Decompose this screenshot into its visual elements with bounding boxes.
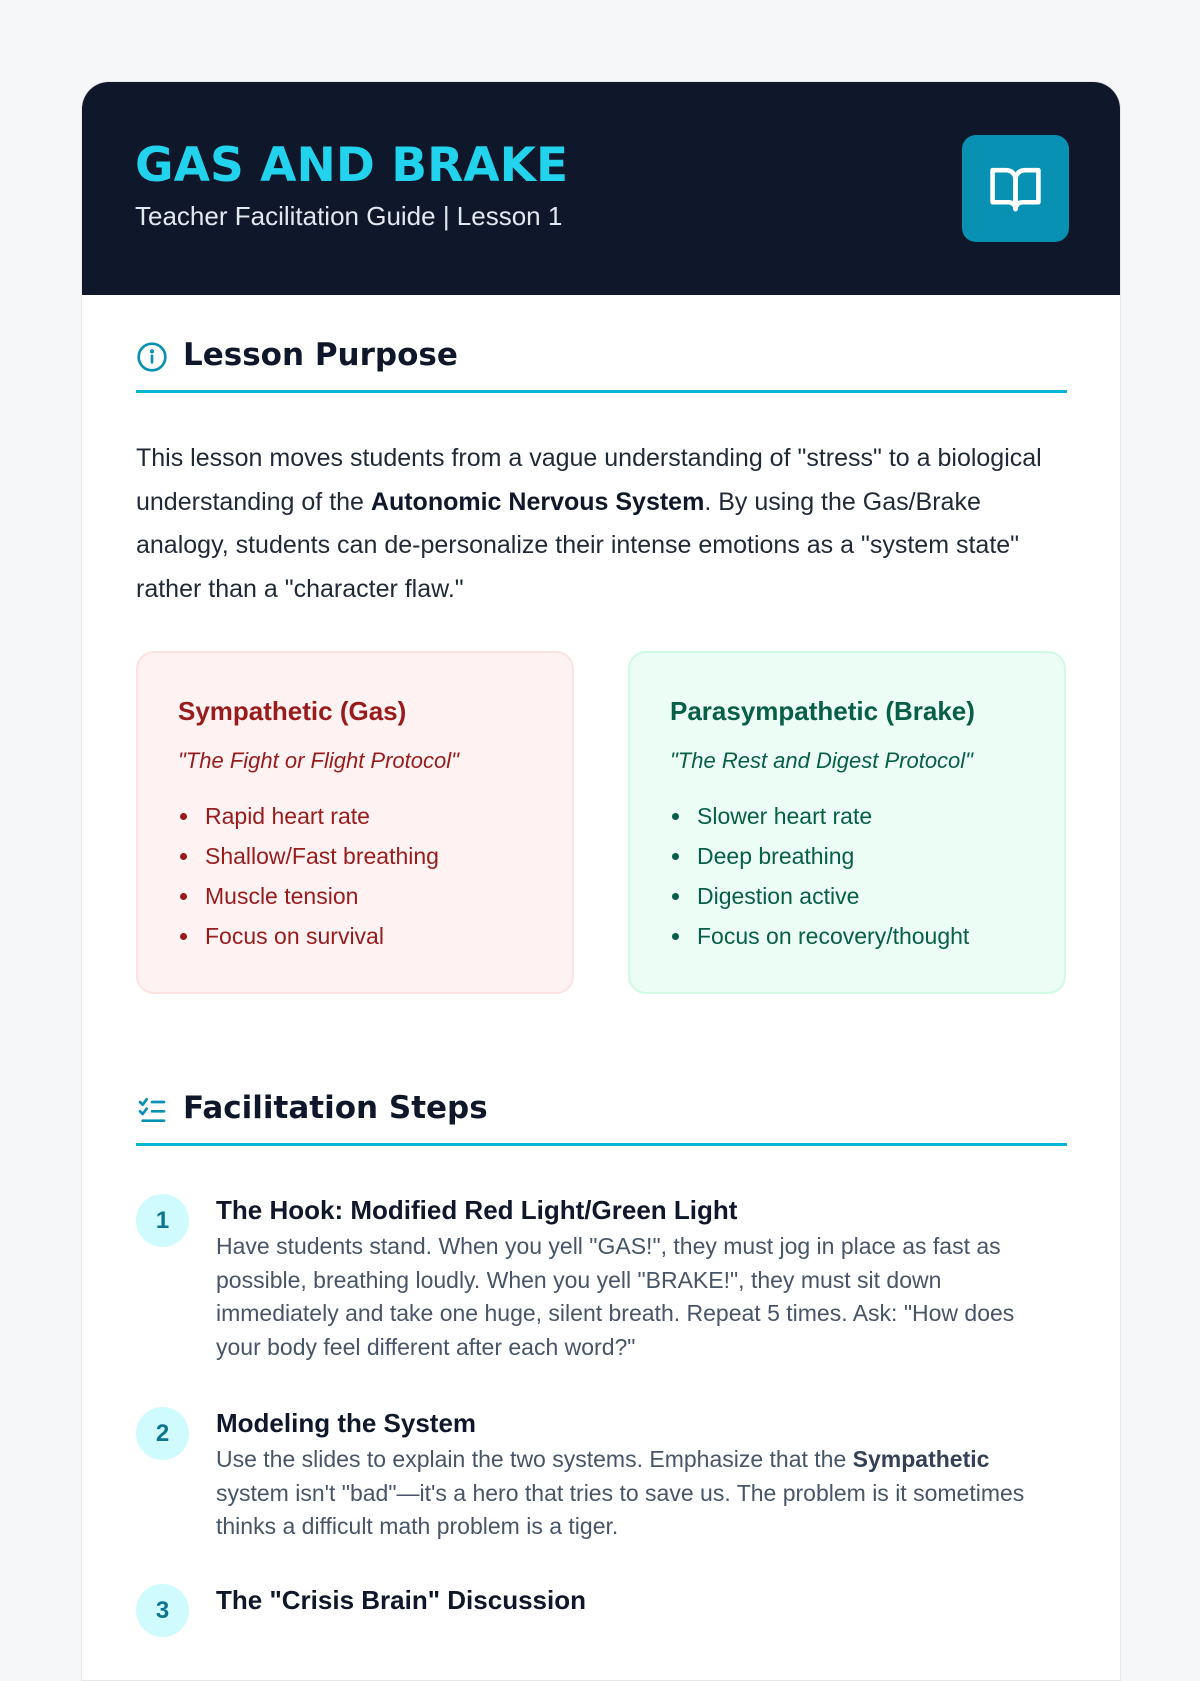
step-title: Modeling the System (216, 1408, 477, 1438)
book-icon-button[interactable] (962, 135, 1069, 242)
lesson-purpose-text: This lesson moves students from a vague understanding of "stress" to a biological understanding of the Autonomic Nervous System. By using the Gas/Brake analogy, students can de-personalize their intense emotions as a "system state" rather than a "character flaw." (136, 444, 1042, 603)
section-title: Lesson Purpose (183, 337, 458, 373)
lesson-purpose-heading (136, 333, 1067, 393)
info-icon (136, 341, 168, 373)
section-title: Facilitation Steps (183, 1090, 488, 1126)
parasympathetic-list (670, 796, 969, 956)
list-item: Muscle tension (178, 876, 439, 916)
parasympathetic-card (628, 651, 1066, 994)
header-banner (82, 82, 1121, 295)
emphasis-ans: Autonomic Nervous System (370, 487, 705, 516)
list-item: Digestion active (670, 876, 969, 916)
page-title: GAS AND BRAKE (135, 138, 569, 193)
step-item (136, 1405, 1067, 1555)
sympathetic-title: Sympathetic (Gas) (178, 696, 407, 726)
step-title: The Hook: Modified Red Light/Green Light (216, 1195, 738, 1225)
step-title: The "Crisis Brain" Discussion (216, 1585, 586, 1615)
step-number: 2 (136, 1407, 189, 1460)
guide-card (81, 81, 1121, 1681)
list-item: Slower heart rate (670, 796, 969, 836)
step-item (136, 1192, 1067, 1372)
facilitation-steps-heading (136, 1086, 1067, 1146)
sympathetic-protocol: "The Fight or Flight Protocol" (178, 748, 459, 773)
parasympathetic-protocol: "The Rest and Digest Protocol" (670, 748, 973, 773)
list-item: Focus on survival (178, 916, 439, 956)
step-number: 1 (136, 1194, 189, 1247)
parasympathetic-title: Parasympathetic (Brake) (670, 696, 975, 726)
open-book-icon (988, 161, 1043, 216)
emphasis-sympathetic: Sympathetic (852, 1446, 990, 1472)
step-item (136, 1582, 1067, 1642)
page-subtitle: Teacher Facilitation Guide | Lesson 1 (135, 201, 563, 231)
sympathetic-card (136, 651, 574, 994)
checklist-icon (136, 1094, 168, 1126)
step-number: 3 (136, 1584, 189, 1637)
list-item: Focus on recovery/thought (670, 916, 969, 956)
sympathetic-list (178, 796, 439, 956)
list-item: Rapid heart rate (178, 796, 439, 836)
step-text: Have students stand. When you yell "GAS!", they must jog in place as fast as possible, breathing loudly. When you yell "BRAKE!", they must sit down immediately and take one huge, silent breath. Repeat 5 times. Ask: "How does your body feel different after each word?" (216, 1233, 1015, 1360)
list-item: Deep breathing (670, 836, 969, 876)
step-text: Use the slides to explain the two systems. Emphasize that the Sympathetic system isn't "bad"—it's a hero that tries to save us. The problem is it sometimes thinks a difficult math problem is a tiger. (216, 1446, 1025, 1539)
list-item: Shallow/Fast breathing (178, 836, 439, 876)
